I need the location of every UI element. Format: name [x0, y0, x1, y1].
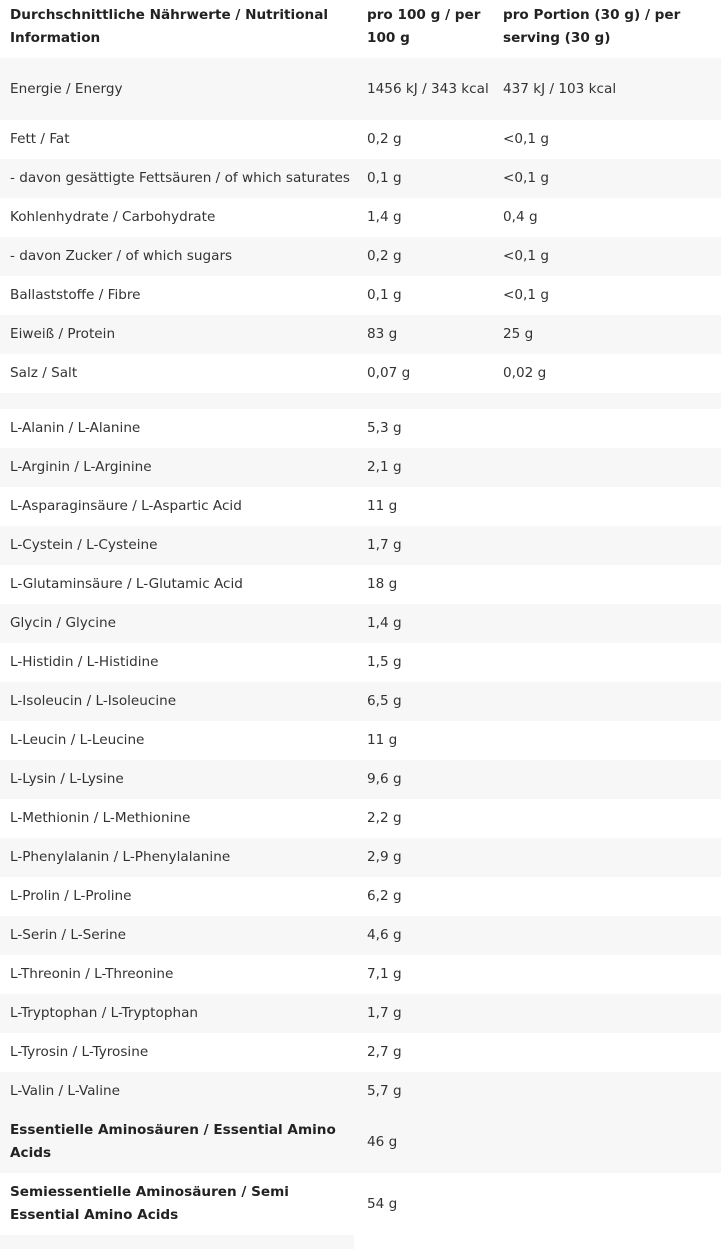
value-per-serving [493, 409, 721, 448]
table-row [0, 409, 721, 448]
value-per-serving [493, 877, 721, 916]
value-per-serving [493, 1072, 721, 1111]
nutrient-name: L-Tyrosin / L-Tyrosine [10, 1044, 149, 1060]
value-per-serving [493, 955, 721, 994]
nutrient-name: Semiessentielle Aminosäuren / Semi Essential Amino Acids [10, 1184, 289, 1223]
nutrient-name: L-Arginin / L-Arginine [10, 459, 152, 475]
table-row [0, 994, 721, 1033]
nutrient-name: L-Cystein / L-Cysteine [10, 537, 158, 553]
header-per-serving: pro Portion (30 g) / per serving (30 g) [503, 7, 681, 46]
nutrient-name: L-Alanin / L-Alanine [10, 420, 141, 436]
table-row [0, 604, 721, 643]
table-row [0, 643, 721, 682]
nutrient-name: L-Serin / L-Serine [10, 927, 127, 943]
value-per-100g: 0,2 g [367, 248, 402, 264]
nutrient-name: Fett / Fat [10, 131, 70, 147]
table-row [0, 838, 721, 877]
nutrient-name: Energie / Energy [10, 80, 123, 97]
table-row [0, 198, 721, 237]
value-per-100g: 1,5 g [367, 654, 402, 670]
value-per-100g: 1,7 g [367, 537, 402, 553]
table-row [0, 1111, 721, 1173]
nutrient-name: L-Glutaminsäure / L-Glutamic Acid [10, 576, 243, 592]
table-row [0, 955, 721, 994]
value-per-serving [493, 1111, 721, 1173]
value-per-serving [493, 994, 721, 1033]
nutrient-name: - davon gesättigte Fettsäuren / of which saturates [10, 170, 350, 186]
nutrient-name: L-Phenylalanin / L-Phenylalanine [10, 849, 231, 865]
nutrient-name: L-Asparaginsäure / L-Aspartic Acid [10, 498, 242, 514]
table-row [0, 315, 721, 354]
table-row [0, 877, 721, 916]
value-per-100g: 1456 kJ / 343 kcal [367, 80, 489, 97]
value-per-100g: 11 g [367, 498, 398, 514]
table-row [0, 760, 721, 799]
value-per-100g: 1,7 g [367, 1005, 402, 1021]
table-row [0, 916, 721, 955]
value-per-serving: <0,1 g [503, 170, 549, 186]
value-per-100g: 54 g [367, 1195, 398, 1212]
table-row [0, 1033, 721, 1072]
value-per-100g: 18 g [367, 576, 398, 592]
value-per-serving: 437 kJ / 103 kcal [503, 80, 617, 97]
value-per-serving: 25 g [503, 326, 534, 342]
value-per-serving [493, 604, 721, 643]
value-per-serving [493, 760, 721, 799]
table-body [0, 58, 721, 1249]
nutrient-name: L-Threonin / L-Threonine [10, 966, 174, 982]
nutrient-name: Ballaststoffe / Fibre [10, 287, 141, 303]
value-per-100g: 5,3 g [367, 420, 402, 436]
nutrient-name: L-Tryptophan / L-Tryptophan [10, 1005, 199, 1021]
table-row [0, 354, 721, 393]
nutrient-name: L-Leucin / L-Leucine [10, 732, 145, 748]
header-nutrient: Durchschnittliche Nährwerte / Nutritional Information [10, 7, 329, 46]
value-per-100g: 0,07 g [367, 365, 411, 381]
value-per-100g: 2,9 g [367, 849, 402, 865]
nutrient-name: Kohlenhydrate / Carbohydrate [10, 209, 216, 225]
nutrient-name: L-Prolin / L-Proline [10, 888, 132, 904]
nutrient-name: L-Methionin / L-Methionine [10, 810, 191, 826]
value-per-serving [493, 565, 721, 604]
value-per-100g: 0,1 g [367, 287, 402, 303]
value-per-serving: <0,1 g [503, 131, 549, 147]
table-header [0, 0, 721, 58]
value-per-100g: 0,2 g [367, 131, 402, 147]
value-per-100g: 5,7 g [367, 1083, 402, 1099]
value-per-serving [493, 838, 721, 877]
value-per-100g: 6,2 g [367, 888, 402, 904]
value-per-100g: 1,4 g [367, 615, 402, 631]
value-per-serving: <0,1 g [503, 248, 549, 264]
nutrient-name: L-Histidin / L-Histidine [10, 654, 159, 670]
nutrient-name: Eiweiß / Protein [10, 326, 116, 342]
table-row [0, 721, 721, 760]
table-row [0, 120, 721, 159]
table-row [0, 1072, 721, 1111]
table-row [0, 565, 721, 604]
value-per-serving [493, 643, 721, 682]
value-per-100g: 4,6 g [367, 927, 402, 943]
value-per-100g: 6,5 g [367, 693, 402, 709]
value-per-100g: 83 g [367, 326, 398, 342]
table-footer-strip [0, 1235, 721, 1249]
nutrient-name: Essentielle Aminosäuren / Essential Amino Acids [10, 1122, 336, 1161]
table-row [0, 526, 721, 565]
nutrient-name: Salz / Salt [10, 365, 78, 381]
table-row [0, 1173, 721, 1235]
value-per-100g: 2,2 g [367, 810, 402, 826]
nutrient-name: L-Isoleucin / L-Isoleucine [10, 693, 177, 709]
value-per-100g: 9,6 g [367, 771, 402, 787]
table-row [0, 58, 721, 120]
table-row [0, 276, 721, 315]
table-row [0, 799, 721, 838]
table-row [0, 682, 721, 721]
value-per-serving: 0,4 g [503, 209, 538, 225]
table-row [0, 487, 721, 526]
value-per-serving [493, 526, 721, 565]
nutrient-name: L-Valin / L-Valine [10, 1083, 120, 1099]
nutrient-name: - davon Zucker / of which sugars [10, 248, 233, 264]
value-per-100g: 46 g [367, 1133, 398, 1150]
value-per-serving [493, 682, 721, 721]
value-per-100g: 7,1 g [367, 966, 402, 982]
table-row [0, 448, 721, 487]
value-per-serving [493, 1173, 721, 1235]
value-per-serving: <0,1 g [503, 287, 549, 303]
value-per-serving [493, 799, 721, 838]
table-row [0, 237, 721, 276]
value-per-serving [493, 487, 721, 526]
nutrient-name: L-Lysin / L-Lysine [10, 771, 124, 787]
value-per-serving [493, 448, 721, 487]
section-divider [0, 393, 721, 409]
value-per-100g: 1,4 g [367, 209, 402, 225]
header-per-100g: pro 100 g / per 100 g [367, 7, 481, 46]
table-row [0, 159, 721, 198]
value-per-serving: 0,02 g [503, 365, 547, 381]
value-per-serving [493, 1033, 721, 1072]
value-per-serving [493, 721, 721, 760]
value-per-serving [493, 916, 721, 955]
value-per-100g: 0,1 g [367, 170, 402, 186]
nutrient-name: Glycin / Glycine [10, 615, 117, 631]
value-per-100g: 2,1 g [367, 459, 402, 475]
value-per-100g: 11 g [367, 732, 398, 748]
value-per-100g: 2,7 g [367, 1044, 402, 1060]
